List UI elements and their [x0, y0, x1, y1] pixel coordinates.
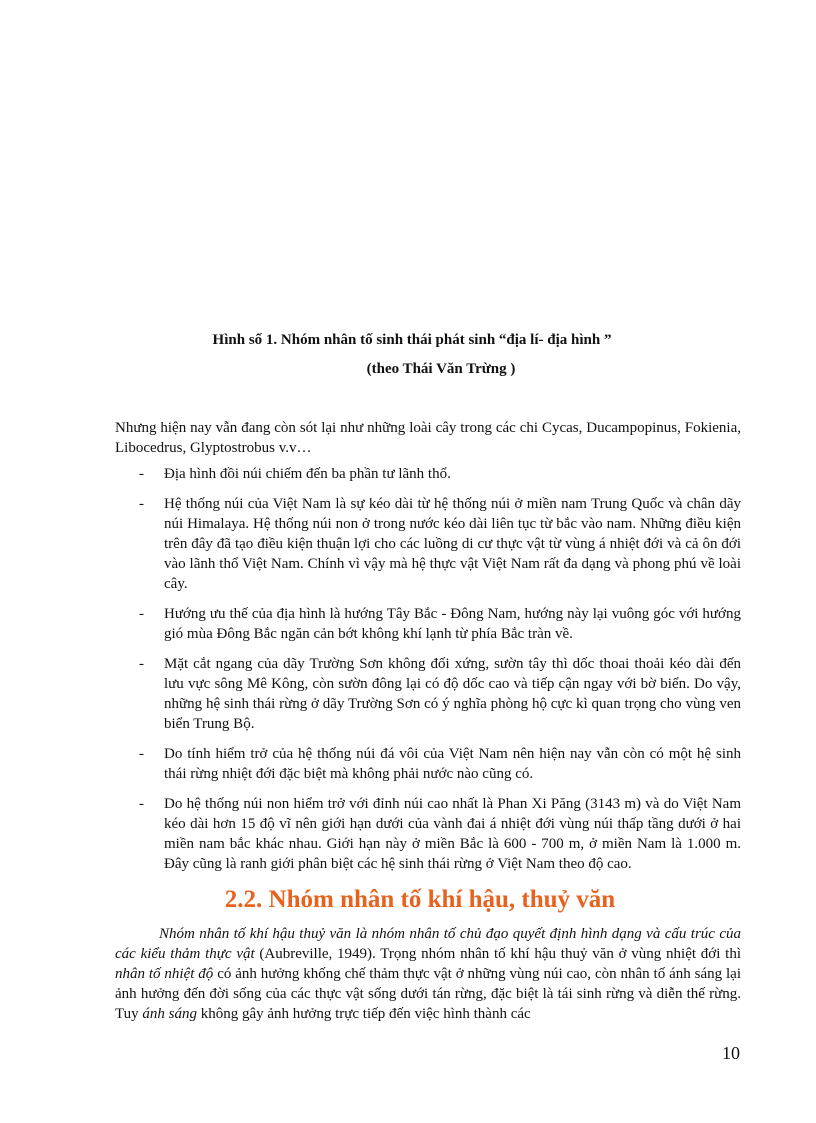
intro-paragraph: Nhưng hiện nay vẫn đang còn sót lại như những loài cây trong các chi Cycas, Ducampopinus, Fokienia, Libocedrus, Glyptostrobus v.v… — [115, 420, 741, 456]
bullet-dash: - — [139, 746, 144, 762]
bullet-dash: - — [139, 656, 144, 672]
body-text: không gây ảnh hưởng trực tiếp đến việc hình thành các — [196, 1006, 531, 1022]
bullet-dash: - — [139, 606, 144, 622]
bullet-dash: - — [139, 796, 144, 812]
body-text: (Aubreville, 1949). Trọng nhóm nhân tố khí hậu thuỷ văn ở vùng nhiệt đới thì — [254, 946, 741, 962]
section-heading: 2.2. Nhóm nhân tố khí hậu, thuỷ văn — [224, 886, 616, 913]
list-item-text: Địa hình đồi núi chiếm đến ba phần tư lãnh thổ. — [164, 466, 451, 482]
list-item-text: Mặt cắt ngang của dãy Trường Sơn không đối xứng, sườn tây thì dốc thoai thoải kéo dài đến lưu vực sông Mê Kông, còn sườn đông lại có độ dốc cao và tiếp cận ngay với bờ biển. Do vậy, những hệ sinh thái rừng ở dãy Trường Sơn có ý nghĩa phòng hộ cực kì quan trọng cho vùng ven biển Trung Bộ. — [164, 656, 741, 732]
italic-phrase: ánh sáng — [142, 1006, 197, 1022]
page-number: 10 — [722, 1043, 740, 1063]
list-item — [115, 794, 741, 874]
figure-caption-source: (theo Thái Văn Trừng ) — [366, 361, 516, 377]
list-item — [115, 494, 741, 594]
bullet-dash: - — [139, 496, 144, 512]
section-body-paragraph — [115, 924, 741, 1024]
body-text: có ảnh hưởng khống chế thảm thực vật ở những vùng núi cao, còn nhân tố ánh sáng lại ảnh hưởng đến đời sống của các thực vật sống dưới tán rừng, đặc biệt là tái sinh rừng và diễn thế rừng. Tuy — [115, 966, 741, 1022]
bullet-list — [115, 464, 741, 884]
list-item-text: Hướng ưu thế của địa hình là hướng Tây Bắc - Đông Nam, hướng này lại vuông góc với hướng gió mùa Đông Bắc ngăn cản bớt không khí lạnh từ phía Bắc tràn về. — [164, 606, 741, 642]
list-item-text: Do tính hiểm trở của hệ thống núi đá vôi của Việt Nam nên hiện nay vẫn còn có một hệ sinh thái rừng nhiệt đới đặc biệt mà không phải nước nào cũng có. — [164, 746, 741, 782]
list-item — [115, 604, 741, 644]
list-item — [115, 464, 741, 484]
list-item-text: Hệ thống núi của Việt Nam là sự kéo dài từ hệ thống núi ở miền nam Trung Quốc và chân dãy núi Himalaya. Hệ thống núi non ở trong nước kéo dài liên tục từ bắc vào nam. Những điều kiện trên đây đã tạo điều kiện thuận lợi cho các luồng di cư thực vật từ vùng á nhiệt đới và cả ôn đới vào lãnh thổ Việt Nam. Chính vì vậy mà hệ thực vật Việt Nam rất đa dạng và phong phú về loài cây. — [164, 496, 741, 592]
list-item — [115, 654, 741, 734]
bullet-dash: - — [139, 466, 144, 482]
list-item-text: Do hệ thống núi non hiểm trở với đỉnh núi cao nhất là Phan Xi Păng (3143 m) và do Việt Nam kéo dài hơn 15 độ vĩ nên giới hạn dưới của vành đai á nhiệt đới vùng núi thấp tầng dưới ở hai miền nam bắc khác nhau. Giới hạn này ở miền Bắc là 600 - 700 m, ở miền Nam là 1.000 m. Đây cũng là ranh giới phân biệt các hệ sinh thái rừng ở Việt Nam theo độ cao. — [164, 796, 741, 872]
list-item — [115, 744, 741, 784]
figure-caption-title: Hình số 1. Nhóm nhân tố sinh thái phát sinh “địa lí- địa hình ” — [212, 332, 612, 348]
italic-phrase: nhân tố nhiệt độ — [115, 966, 214, 982]
italic-phrase: Nhóm nhân tố khí hậu thuỷ văn là nhóm nhân tố chủ đạo quyết định hình dạng và cấu trúc của các kiểu thảm thực vật — [115, 926, 741, 962]
